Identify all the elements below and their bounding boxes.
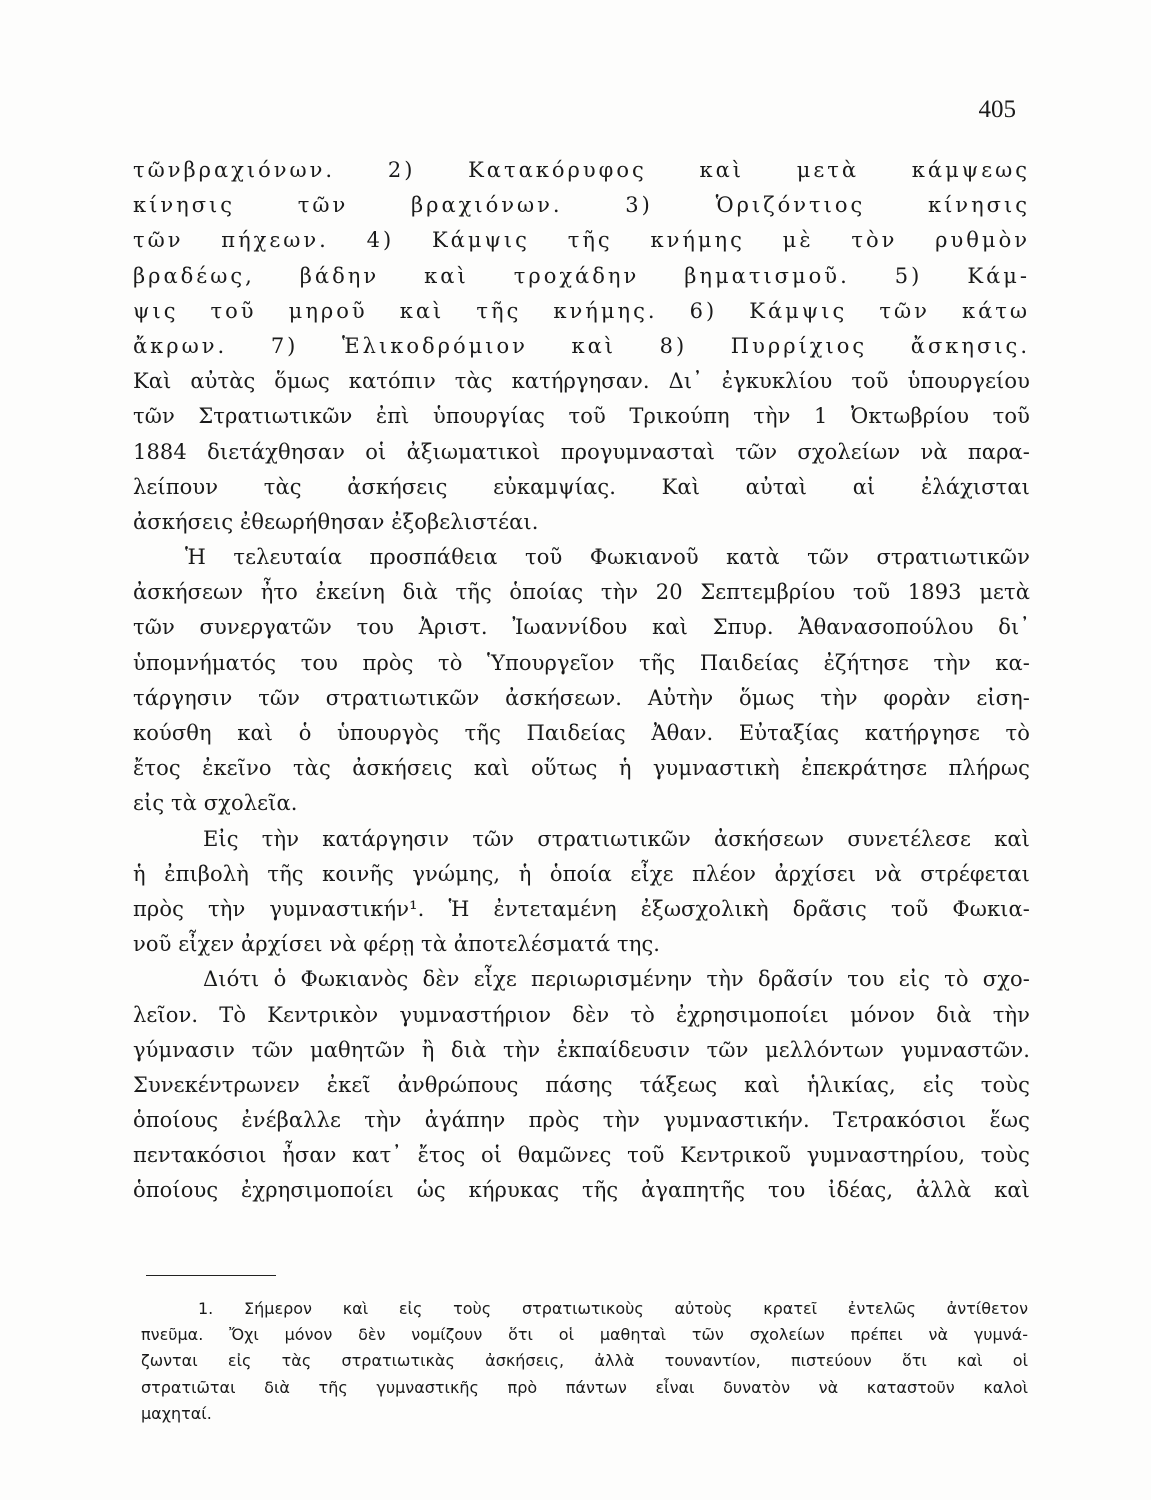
- text-line: Εἰς τὴν κατάργησιν τῶν στρατιωτικῶν ἀσκήσεων συνετέλεσε καὶ: [203, 826, 1030, 851]
- text-line: Ἡ τελευταία προσπάθεια τοῦ Φωκιανοῦ κατὰ τῶν στρατιωτικῶν: [185, 545, 1030, 570]
- text-line: 1884 διετάχθησαν οἱ ἀξιωματικοὶ προγυμνασταὶ τῶν σχολείων νὰ παρα-: [133, 439, 1030, 464]
- text-line: νοῦ εἶχεν ἀρχίσει νὰ φέρῃ τὰ ἀποτελέσματά της.: [133, 932, 661, 957]
- text-line: λείπουν τὰς ἀσκήσεις εὐκαμψίας. Καὶ αὐταὶ αἱ ἐλάχισται: [133, 474, 1030, 499]
- text-line: βραδέως, βάδην καὶ τροχάδην βηματισμοῦ. 5) Κάμ-: [133, 263, 1030, 288]
- text-line: ὑπομνήματός του πρὸς τὸ Ὑπουργεῖον τῆς Παιδείας ἐζήτησε τὴν κα-: [133, 650, 1030, 675]
- text-line: ὁποίους ἐνέβαλλε τὴν ἀγάπην πρὸς τὴν γυμναστικήν. Τετρακόσιοι ἕως: [133, 1108, 1030, 1133]
- text-line: πεντακόσιοι ἦσαν κατ᾽ ἔτος οἱ θαμῶνες τοῦ Κεντρικοῦ γυμναστηρίου, τοὺς: [133, 1143, 1030, 1168]
- text-line: εἰς τὰ σχολεῖα.: [133, 791, 298, 816]
- text-line: Διότι ὁ Φωκιανὸς δὲν εἶχε περιωρισμένην τὴν δρᾶσίν του εἰς τὸ σχο-: [203, 967, 1030, 992]
- text-line: ἀσκήσεις ἐθεωρήθησαν ἐξοβελιστέαι.: [133, 509, 539, 534]
- text-line: λεῖον. Τὸ Κεντρικὸν γυμναστήριον δὲν τὸ ἐχρησιμοποίει μόνον διὰ τὴν: [133, 1002, 1030, 1027]
- footnote-line: μαχηταί.: [141, 1403, 212, 1423]
- body-text: [133, 153, 1030, 1209]
- text-line: τῶνβραχιόνων. 2) Κατακόρυφος καὶ μετὰ κάμψεως: [133, 158, 1030, 182]
- text-line: ὁποίους ἐχρησιμοποίει ὡς κήρυκας τῆς ἀγαπητῆς του ἰδέας, ἀλλὰ καὶ: [133, 1178, 1030, 1203]
- text-line: τῶν συνεργατῶν του Ἀριστ. Ἰωαννίδου καὶ Σπυρ. Ἀθανασοπούλου δι᾽: [133, 615, 1030, 640]
- text-line: ἄκρων. 7) Ἑλικοδρόμιον καὶ 8) Πυρρίχιος ἄσκησις.: [133, 333, 1030, 358]
- text-line: Συνεκέντρωνεν ἐκεῖ ἀνθρώπους πάσης τάξεως καὶ ἡλικίας, εἰς τοὺς: [133, 1072, 1030, 1097]
- footnote-line: ζωνται εἰς τὰς στρατιωτικὰς ἀσκήσεις, ἀλλὰ τουναντίον, πιστεύουν ὅτι καὶ οἱ: [141, 1351, 1028, 1371]
- text-line: ἔτος ἐκεῖνο τὰς ἀσκήσεις καὶ οὕτως ἡ γυμναστικὴ ἐπεκράτησε πλήρως: [133, 756, 1030, 781]
- footnote-separator: [146, 1275, 276, 1276]
- page-number: 405: [978, 96, 1016, 123]
- footnote-line: στρατιῶται διὰ τῆς γυμναστικῆς πρὸ πάντων εἶναι δυνατὸν νὰ καταστοῦν καλοὶ: [141, 1377, 1028, 1397]
- text-line: Καὶ αὐτὰς ὅμως κατόπιν τὰς κατήργησαν. Δι᾽ ἐγκυκλίου τοῦ ὑπουργείου: [133, 369, 1030, 394]
- text-line: ἀσκήσεων ἦτο ἐκείνη διὰ τῆς ὁποίας τὴν 20 Σεπτεμβρίου τοῦ 1893 μετὰ: [133, 580, 1030, 605]
- footnotes: [141, 1296, 1028, 1427]
- text-line: ψις τοῦ μηροῦ καὶ τῆς κνήμης. 6) Κάμψις τῶν κάτω: [133, 298, 1030, 323]
- text-line: τῶν πήχεων. 4) Κάμψις τῆς κνήμης μὲ τὸν ρυθμὸν: [133, 228, 1030, 253]
- text-line: ἡ ἐπιβολὴ τῆς κοινῆς γνώμης, ἡ ὁποία εἶχε πλέον ἀρχίσει νὰ στρέφεται: [133, 861, 1030, 886]
- text-line: κούσθη καὶ ὁ ὑπουργὸς τῆς Παιδείας Ἀθαν. Εὐταξίας κατήργησε τὸ: [133, 721, 1030, 745]
- text-line: πρὸς τὴν γυμναστικήν¹. Ἡ ἐντεταμένη ἐξωσχολικὴ δρᾶσις τοῦ Φωκια-: [133, 896, 1030, 921]
- text-line: γύμνασιν τῶν μαθητῶν ἢ διὰ τὴν ἐκπαίδευσιν τῶν μελλόντων γυμναστῶν.: [133, 1037, 1030, 1062]
- footnote-line: πνεῦμα. Ὄχι μόνον δὲν νομίζουν ὅτι οἱ μαθηταὶ τῶν σχολείων πρέπει νὰ γυμνά-: [141, 1325, 1028, 1345]
- footnote-line: 1. Σήμερον καὶ εἰς τοὺς στρατιωτικοὺς αὐτοὺς κρατεῖ ἐντελῶς ἀντίθετον: [198, 1299, 1028, 1318]
- text-line: τάργησιν τῶν στρατιωτικῶν ἀσκήσεων. Αὐτὴν ὅμως τὴν φορὰν εἰση-: [133, 685, 1030, 710]
- text-line: κίνησις τῶν βραχιόνων. 3) Ὁριζόντιος κίνησις: [133, 193, 1030, 218]
- text-line: τῶν Στρατιωτικῶν ἐπὶ ὑπουργίας τοῦ Τρικούπη τὴν 1 Ὀκτωβρίου τοῦ: [133, 404, 1030, 429]
